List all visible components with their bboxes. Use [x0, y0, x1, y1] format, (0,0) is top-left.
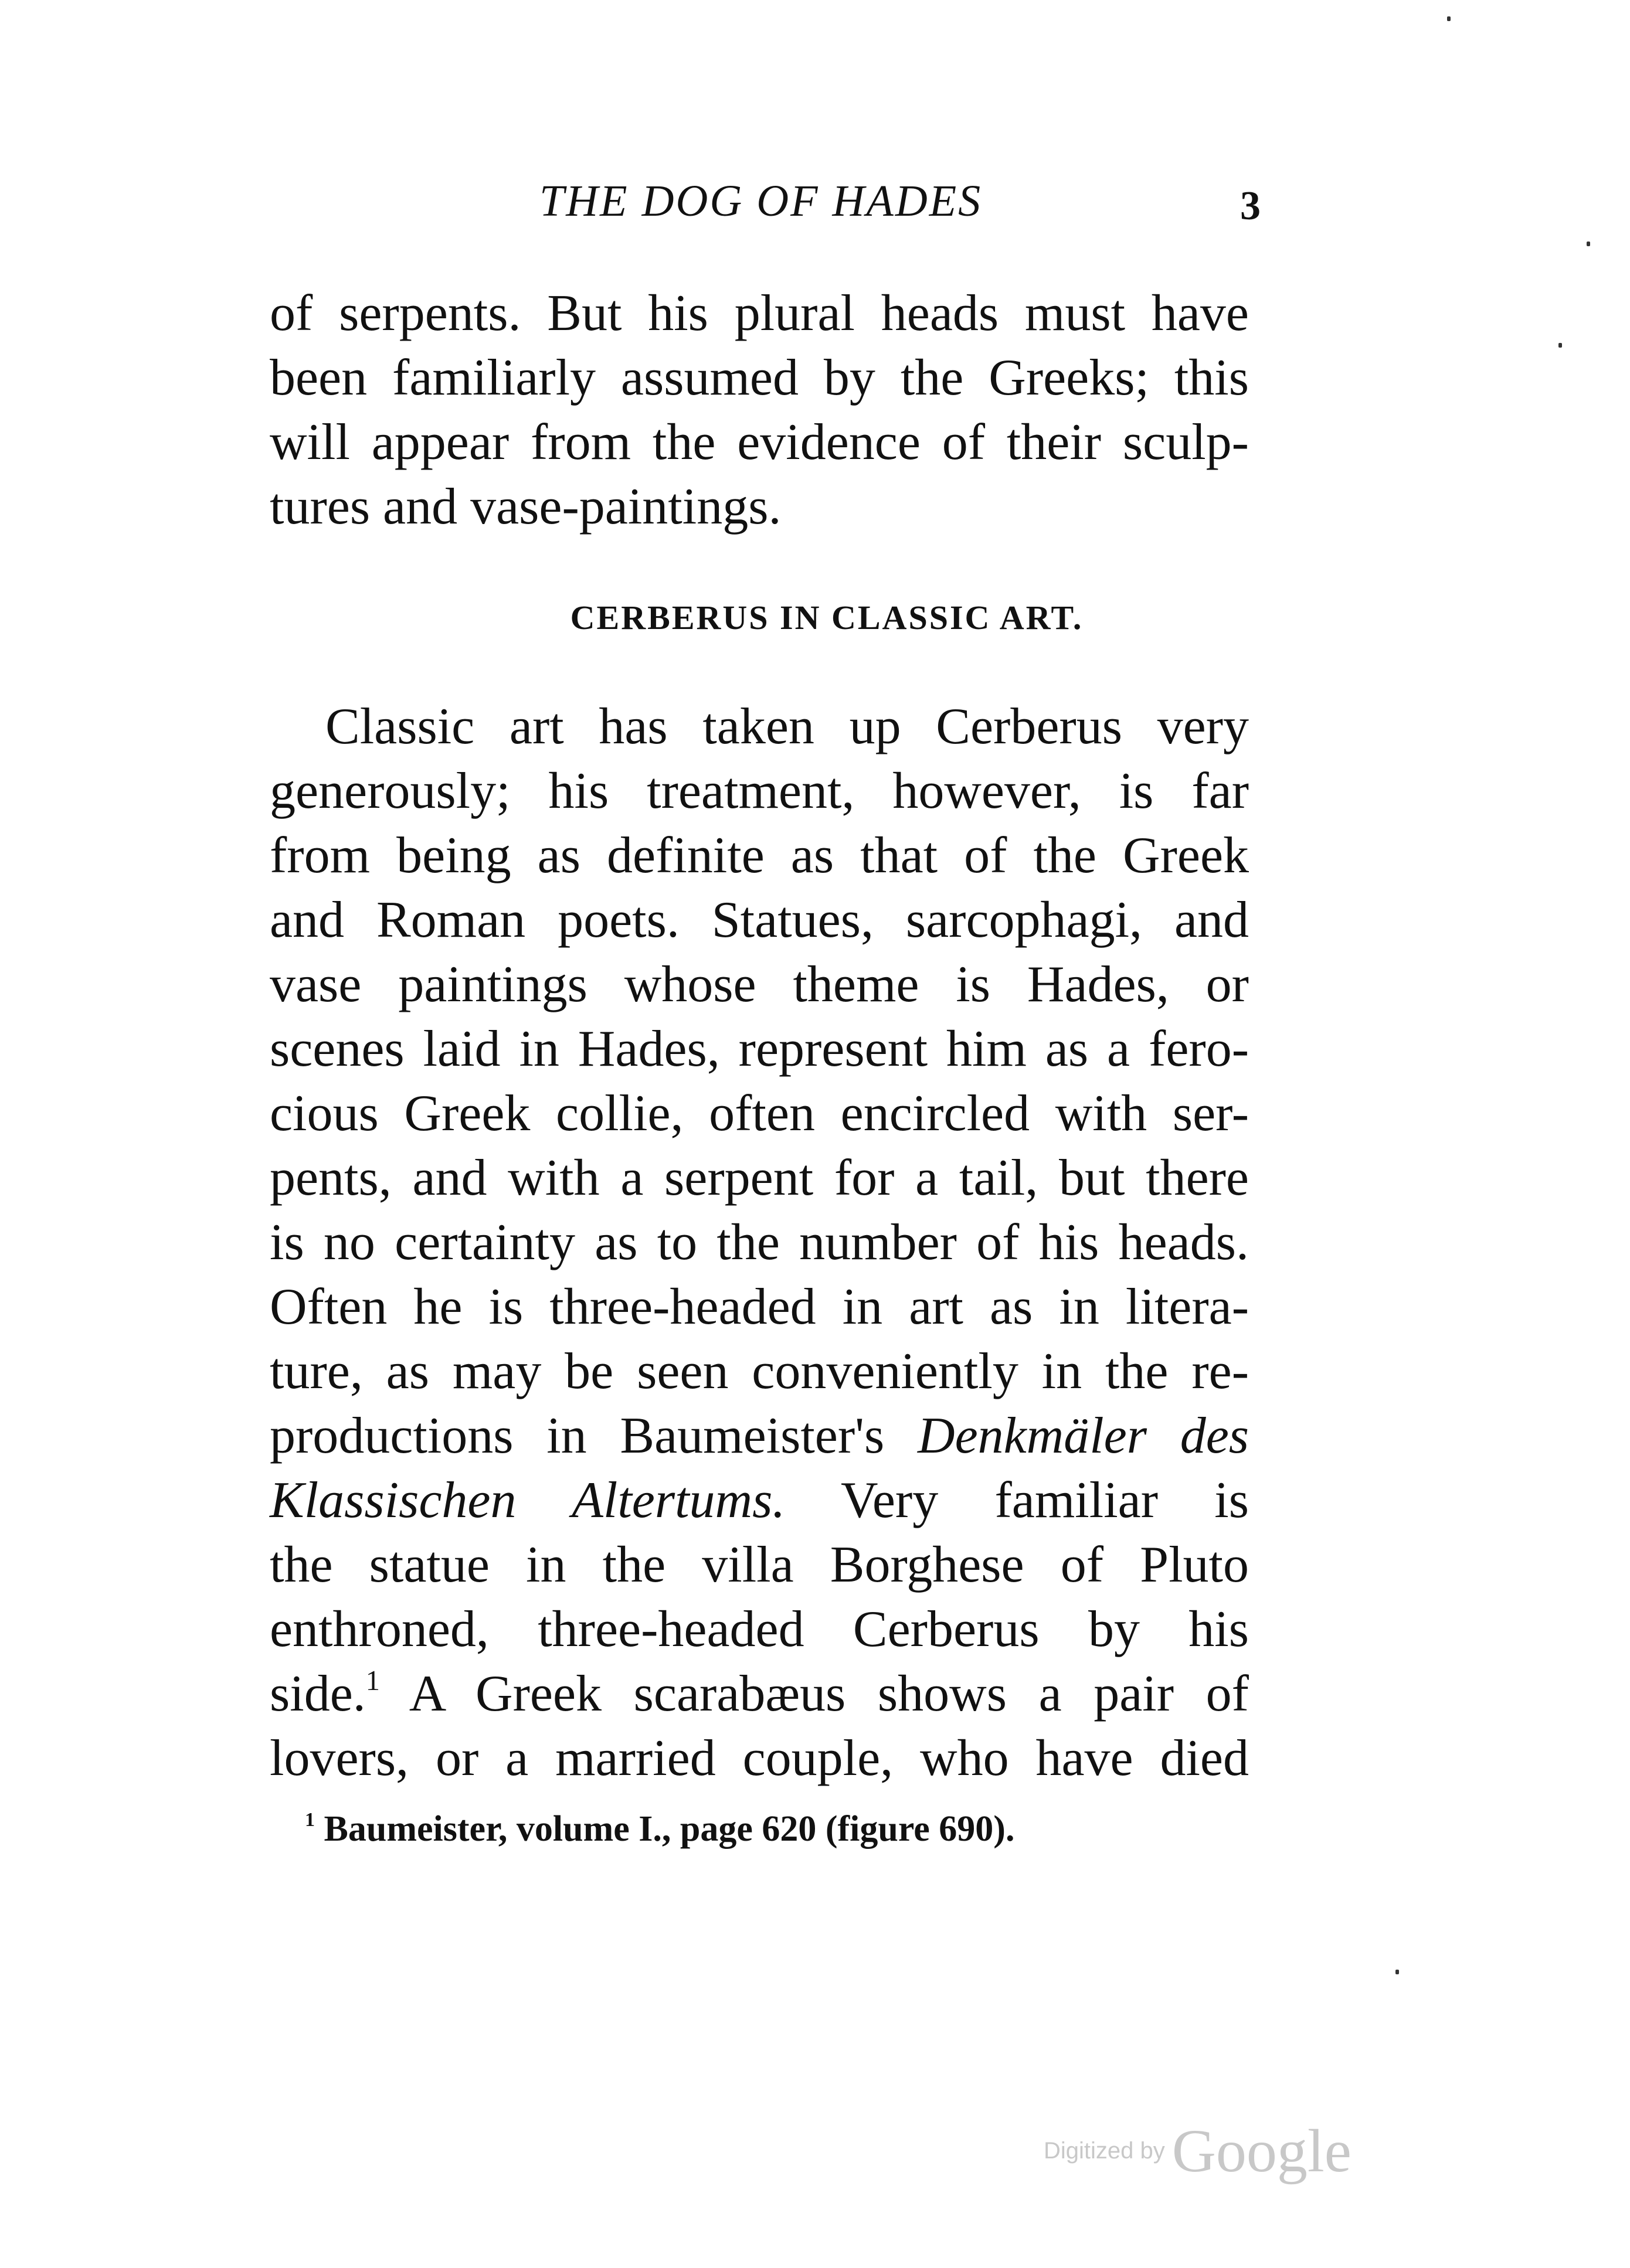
digitized-watermark — [1044, 2116, 1351, 2187]
scan-speck — [1447, 16, 1451, 21]
page-number: 3 — [1240, 183, 1261, 229]
text-line: and Roman poets. Statues, sarcophagi, and — [270, 892, 1249, 948]
paragraph-continued — [270, 281, 1249, 539]
text-line: tures and vase-paintings. — [270, 478, 782, 535]
section-heading: CERBERUS IN CLASSIC ART. — [570, 599, 1084, 637]
text-line: from being as definite as that of the Greek — [270, 827, 1249, 884]
text-line: pents, and with a serpent for a tail, but there — [270, 1150, 1249, 1206]
footnote-text: Baumeister, volume I., page 620 (figure 690). — [324, 1809, 1015, 1849]
line-text: side. — [270, 1665, 366, 1722]
text-line: of serpents. But his plural heads must have — [270, 285, 1249, 342]
book-title-italic: Klassischen Altertums. — [270, 1472, 786, 1529]
text-line: scenes laid in Hades, represent him as a fero- — [270, 1021, 1249, 1077]
text-line: will appear from the evidence of their sculp- — [270, 414, 1249, 471]
text-line — [270, 1468, 1249, 1533]
text-line: is no certainty as to the number of his heads. — [270, 1214, 1249, 1271]
footnote-marker: 1 — [305, 1808, 315, 1831]
scan-speck — [1558, 343, 1562, 348]
watermark-prefix: Digitized by — [1044, 2138, 1165, 2164]
text-line: enthroned, three-headed Cerberus by his — [270, 1601, 1249, 1658]
text-line — [270, 1404, 1249, 1468]
line-text: Very familiar is — [841, 1472, 1249, 1529]
footnote-reference: 1 — [365, 1665, 380, 1696]
paragraph-cerberus-art — [270, 695, 1249, 1791]
running-head — [0, 176, 1630, 229]
watermark-brand-logo: Google — [1171, 2117, 1351, 2185]
text-line: lovers, or a married couple, who have died — [270, 1730, 1249, 1787]
book-title-italic: Denkmäler des — [918, 1407, 1249, 1464]
footnote — [305, 1808, 1014, 1850]
scan-speck — [1395, 1970, 1399, 1974]
line-text: A Greek scarabæus shows a pair of — [409, 1665, 1249, 1722]
text-line: ture, as may be seen conveniently in the re- — [270, 1343, 1249, 1400]
line-text: productions in Baumeister's — [270, 1407, 885, 1464]
text-line: generously; his treatment, however, is far — [270, 763, 1249, 820]
text-line: vase paintings whose theme is Hades, or — [270, 956, 1249, 1013]
text-line: Classic art has taken up Cerberus very — [325, 698, 1249, 755]
text-line: the statue in the villa Borghese of Pluto — [270, 1536, 1249, 1593]
text-line: cious Greek collie, often encircled with ser- — [270, 1085, 1249, 1142]
text-line: Often he is three-headed in art as in litera- — [270, 1278, 1249, 1335]
running-title: THE DOG OF HADES — [539, 176, 983, 226]
scan-speck — [1587, 242, 1590, 246]
text-line — [270, 1662, 1249, 1726]
text-line: been familiarly assumed by the Greeks; this — [270, 349, 1249, 406]
